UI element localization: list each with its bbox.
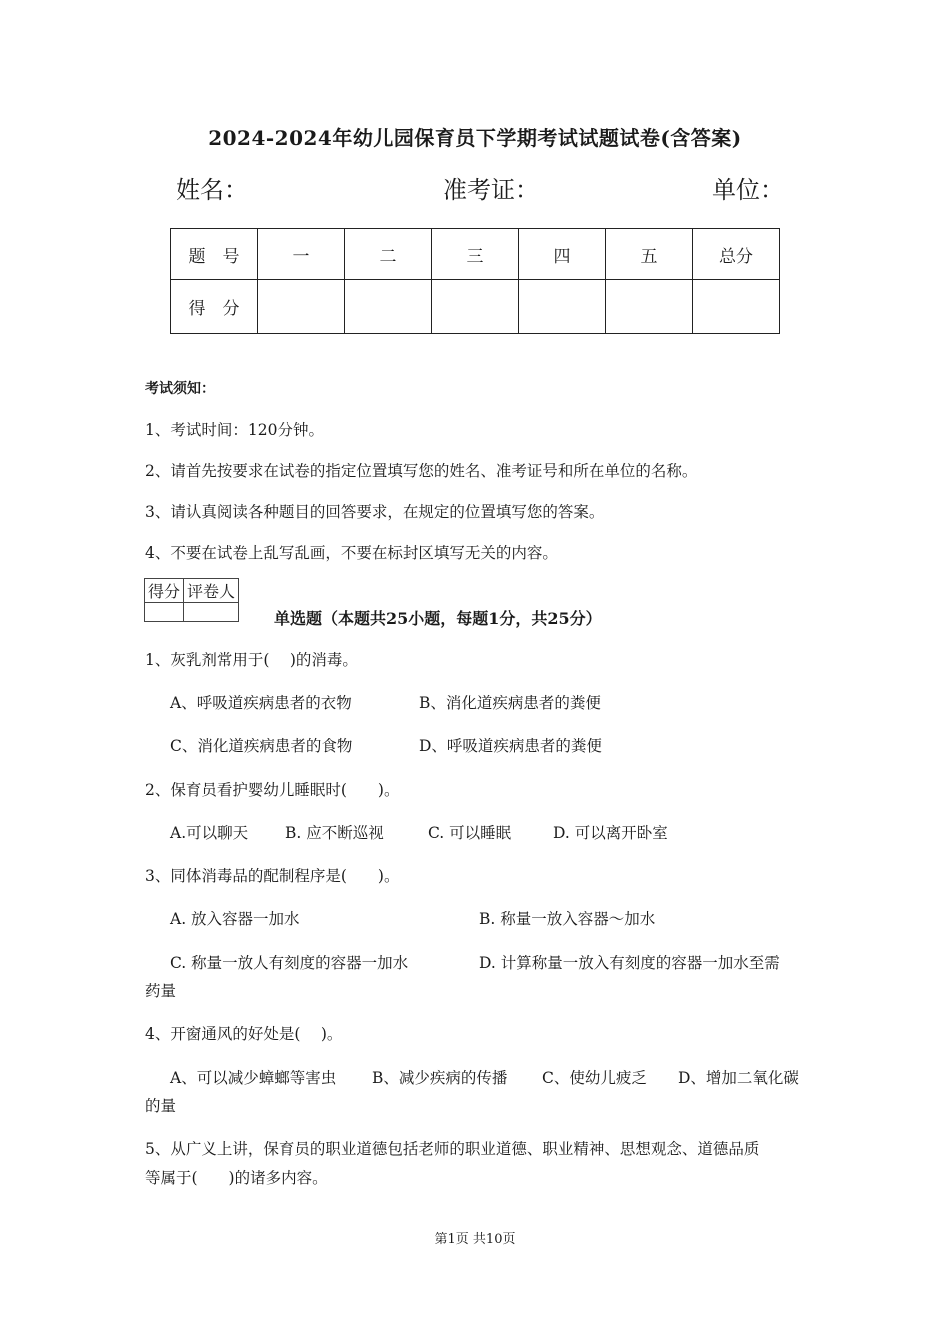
notice-item: 2、请首先按要求在试卷的指定位置填写您的姓名、准考证号和所在单位的名称。 <box>145 462 698 480</box>
option-c[interactable]: C. 称量一放人有刻度的容器一加水 <box>170 954 409 972</box>
grader-name-cell[interactable] <box>184 603 239 622</box>
question-stem: 5、从广义上讲，保育员的职业道德包括老师的职业道德、职业精神、思想观念、道德品质 <box>145 1140 760 1158</box>
score-table-header-cell: 二 <box>345 229 432 280</box>
notice-item: 3、请认真阅读各种题目的回答要求，在规定的位置填写您的答案。 <box>145 503 605 521</box>
score-table-score-row <box>171 280 780 334</box>
score-cell[interactable] <box>693 280 780 334</box>
option-c[interactable]: C. 可以睡眠 <box>428 824 512 842</box>
notice-item: 1、考试时间：120分钟。 <box>145 421 324 439</box>
option-c[interactable]: C、使幼儿疲乏 <box>542 1069 647 1087</box>
score-table-header-cell: 五 <box>606 229 693 280</box>
option-d[interactable]: D. 可以离开卧室 <box>553 824 668 842</box>
question-stem: 3、同体消毒品的配制程序是( )。 <box>145 867 400 885</box>
exam-id-field-label: 准考证： <box>443 176 539 204</box>
score-cell[interactable] <box>519 280 606 334</box>
score-table <box>170 228 780 334</box>
option-a[interactable]: A、呼吸道疾病患者的衣物 <box>170 694 352 712</box>
option-b[interactable]: B. 称量一放入容器～加水 <box>479 910 656 928</box>
score-cell[interactable] <box>345 280 432 334</box>
score-table-header-cell: 四 <box>519 229 606 280</box>
notice-item: 4、不要在试卷上乱写乱画，不要在标封区填写无关的内容。 <box>145 544 558 562</box>
grader-score-label: 得分 <box>145 579 184 603</box>
option-b[interactable]: B. 应不断巡视 <box>285 824 384 842</box>
notice-heading: 考试须知： <box>145 381 215 397</box>
score-cell[interactable] <box>432 280 519 334</box>
option-a[interactable]: A.可以聊天 <box>170 824 249 842</box>
page-footer: 第1页 共10页 <box>434 1232 516 1247</box>
option-b[interactable]: B、消化道疾病患者的粪便 <box>419 694 601 712</box>
option-b[interactable]: B、减少疾病的传播 <box>372 1069 508 1087</box>
option-c[interactable]: C、消化道疾病患者的食物 <box>170 737 353 755</box>
option-d[interactable]: D、呼吸道疾病患者的粪便 <box>419 737 602 755</box>
question-stem-continued: 等属于( )的诸多内容。 <box>145 1169 328 1187</box>
option-a[interactable]: A. 放入容器一加水 <box>170 910 300 928</box>
option-a[interactable]: A、可以减少蟑螂等害虫 <box>170 1069 337 1087</box>
option-d[interactable]: D. 计算称量一放入有刻度的容器一加水至需 <box>479 954 780 972</box>
unit-field-label: 单位： <box>712 176 784 204</box>
score-table-header-row <box>171 229 780 280</box>
grader-score-cell[interactable] <box>145 603 184 622</box>
grader-name-label: 评卷人 <box>184 579 239 603</box>
option-d-continued: 药量 <box>145 982 177 1000</box>
score-table-header-cell: 一 <box>258 229 345 280</box>
score-cell[interactable] <box>258 280 345 334</box>
option-d-continued: 的量 <box>145 1097 177 1115</box>
score-table-header-cell: 三 <box>432 229 519 280</box>
question-stem: 4、开窗通风的好处是( )。 <box>145 1025 343 1043</box>
score-cell[interactable] <box>606 280 693 334</box>
page-title: 2024-2024年幼儿园保育员下学期考试试题试卷(含答案) <box>208 126 742 150</box>
score-table-header-cell: 题 号 <box>171 229 258 280</box>
section-title: 单选题（本题共25小题，每题1分，共25分） <box>274 609 602 628</box>
question-stem: 1、灰乳剂常用于( )的消毒。 <box>145 651 358 669</box>
question-stem: 2、保育员看护婴幼儿睡眠时( )。 <box>145 781 400 799</box>
score-table-header-cell: 总分 <box>693 229 780 280</box>
name-field-label: 姓名： <box>176 176 248 204</box>
score-row-label: 得 分 <box>171 280 258 334</box>
option-d[interactable]: D、增加二氧化碳 <box>678 1069 799 1087</box>
grader-box <box>144 578 239 622</box>
